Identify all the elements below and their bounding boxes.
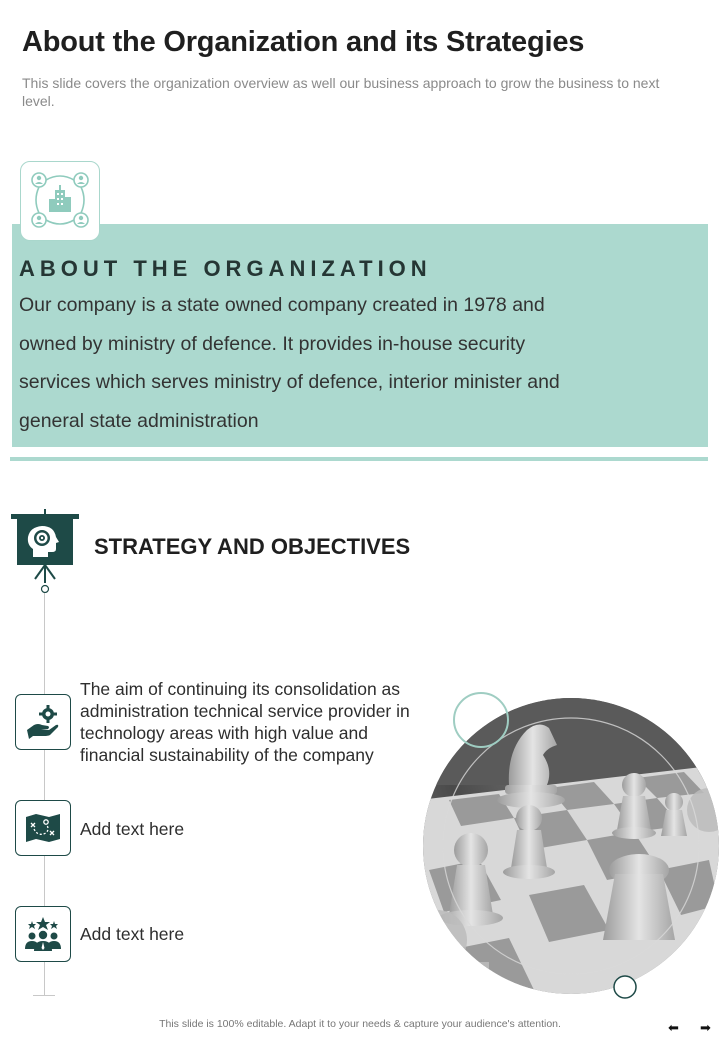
strategy-map-icon <box>24 809 62 847</box>
about-heading: ABOUT THE ORGANIZATION <box>19 256 432 281</box>
page-title: About the Organization and its Strategies <box>22 26 585 58</box>
step-text: The aim of continuing its consolidation as administration technical service provider in technology areas with high value and financial sustainability of the company <box>80 679 410 765</box>
step-text: Add text here <box>80 819 185 839</box>
hand-gear-icon <box>24 703 62 741</box>
strategy-heading: STRATEGY AND OBJECTIVES <box>94 534 411 559</box>
step-icon-box <box>15 694 71 750</box>
target-head-presentation-icon <box>11 509 79 593</box>
step-text: Add text here <box>80 924 185 944</box>
footer-note: This slide is 100% editable. Adapt it to your needs & capture your audience's attention. <box>159 1018 561 1030</box>
team-star-icon <box>24 915 62 953</box>
step-icon-box <box>15 906 71 962</box>
about-panel <box>12 224 708 447</box>
organization-icon-box <box>20 161 100 241</box>
prev-slide-arrow-icon[interactable]: ⬅ <box>668 1020 679 1035</box>
organization-network-icon <box>21 162 99 240</box>
next-slide-arrow-icon[interactable]: ➡ <box>700 1020 711 1035</box>
step-icon-box <box>15 800 71 856</box>
about-body: Our company is a state owned company created in 1978 and owned by ministry of defence. It provides in-house security services which serves ministry of defence, interior minister and general state administration <box>19 294 560 432</box>
section-divider <box>10 457 708 461</box>
chess-pieces-photo <box>419 690 719 1000</box>
page-subtitle: This slide covers the organization overview as well our business approach to grow the business to next level. <box>22 75 660 109</box>
timeline-end <box>33 995 55 996</box>
